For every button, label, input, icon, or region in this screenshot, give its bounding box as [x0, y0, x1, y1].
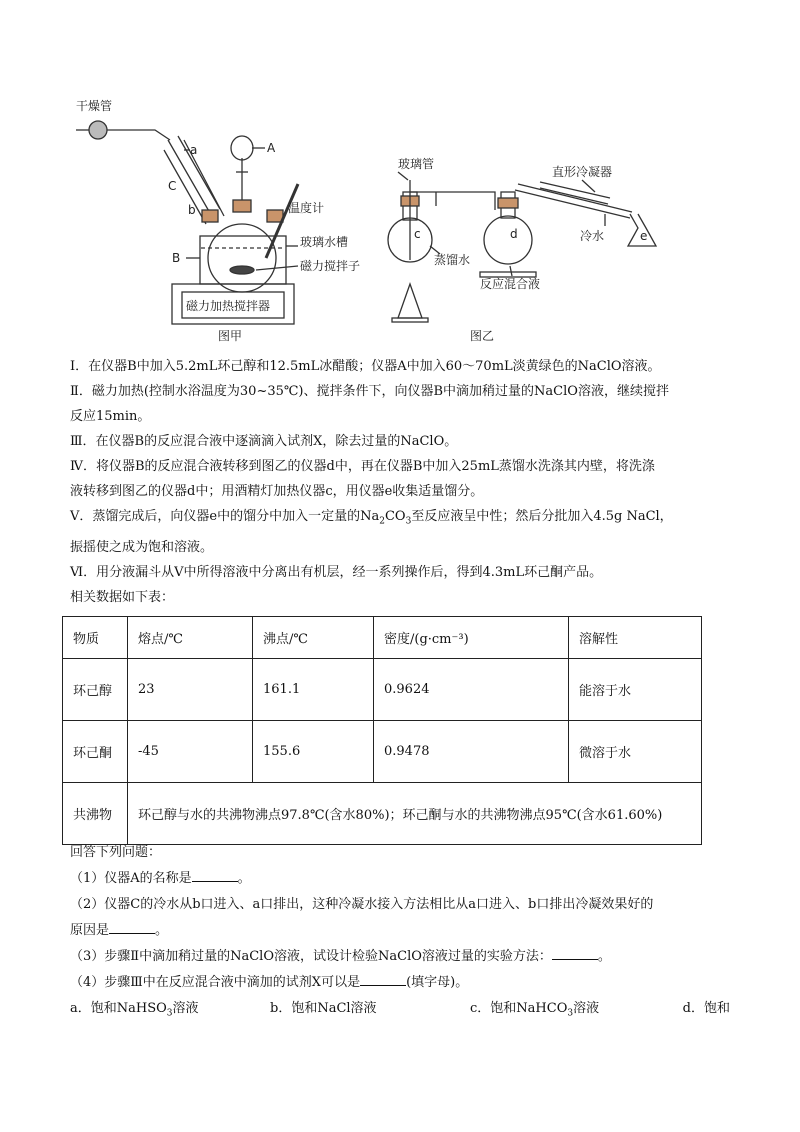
- cell-melting: 23: [128, 659, 253, 721]
- alcohol-lamp: [398, 284, 422, 318]
- apparatus-diagram: [60, 88, 660, 350]
- label-glass-tube: 玻璃管: [398, 157, 435, 171]
- table-row: [63, 659, 702, 721]
- label-drying-tube: 干燥管: [76, 99, 113, 113]
- option-b[interactable]: b．饱和NaCl溶液: [270, 1001, 377, 1016]
- step-1: Ⅰ．在仪器B中加入5.2mL环己醇和12.5mL冰醋酸；仪器A中加入60～70mL淡黄绿色的NaClO溶液。: [70, 359, 661, 374]
- label-c-flask: c: [414, 227, 421, 241]
- label-b-port: b: [188, 203, 196, 217]
- table-header-row: [63, 617, 702, 659]
- cell-boiling: 155.6: [253, 721, 374, 783]
- table-intro: 相关数据如下表：: [70, 589, 175, 605]
- apparatus-figure: [60, 88, 660, 350]
- options-row: [70, 996, 730, 1027]
- label-c: C: [168, 179, 177, 193]
- cell-solubility: 微溶于水: [569, 721, 702, 783]
- step-5-text-2: 至反应液呈中性；然后分批加入4.5g NaCl，: [411, 509, 673, 524]
- flask-b: [208, 224, 276, 292]
- question-3: （3）步骤Ⅱ中滴加稍过量的NaClO溶液，试设计检验NaClO溶液过量的实验方法： 。: [70, 944, 740, 970]
- step-6: Ⅵ．用分液漏斗从Ⅴ中所得溶液中分离出有机层，经一系列操作后，得到4.3mL环己酮产品。: [70, 564, 603, 580]
- answer-blank[interactable]: [109, 919, 155, 934]
- label-heater: 磁力加热搅拌器: [186, 299, 271, 313]
- header-cell: 溶解性: [569, 617, 702, 659]
- table-row-azeotrope: [63, 783, 702, 845]
- na2co3-formula: $Na_2CO_3$: [360, 509, 412, 527]
- questions-intro: 回答下列问题：: [70, 845, 162, 860]
- cell-melting: -45: [128, 721, 253, 783]
- drying-tube-bulb: [89, 121, 107, 139]
- neck-left: [202, 210, 218, 222]
- label-d-flask: d: [510, 227, 518, 241]
- header-cell: 沸点/℃: [253, 617, 374, 659]
- cell-density: 0.9624: [374, 659, 569, 721]
- flask-d-stopper: [498, 198, 518, 208]
- header-cell: 熔点/℃: [128, 617, 253, 659]
- drying-tube-arm: [107, 130, 170, 140]
- step-4: Ⅳ．将仪器B的反应混合液转移到图乙的仪器d中，再在仪器B中加入25mL蒸馏水洗涤其内壁，将洗涤: [70, 459, 655, 474]
- stir-bar: [230, 266, 254, 274]
- option-c[interactable]: c．饱和NaHCO$_3$溶液: [470, 1001, 600, 1019]
- procedure-steps: [70, 354, 730, 610]
- step-3: Ⅲ．在仪器B的反应混合液中逐滴滴入试剂X，除去过量的NaClO。: [70, 434, 458, 449]
- option-a[interactable]: a．饱和NaHSO$_3$溶液: [70, 1001, 199, 1019]
- label-e-flask: e: [640, 229, 648, 243]
- cell-azeo-label: 共沸物: [63, 783, 128, 845]
- cell-substance: 环己酮: [63, 721, 128, 783]
- question-1: （1）仪器A的名称是 。: [70, 866, 740, 892]
- answer-blank[interactable]: [552, 945, 598, 960]
- questions: [70, 840, 740, 1027]
- answer-blank[interactable]: [192, 867, 238, 882]
- label-a-port: a: [190, 143, 198, 157]
- data-table: [62, 616, 702, 845]
- label-reaction-mixture: 反应混合液: [480, 277, 541, 291]
- label-cold-water: 冷水: [580, 229, 605, 243]
- tube-c-to-d: [410, 192, 495, 210]
- question-2: （2）仪器C的冷水从b口进入、a口排出，这种冷凝水接入方法相比从a口进入、b口排出冷凝效果好的: [70, 897, 654, 912]
- lamp-base: [392, 318, 428, 322]
- header-cell: 物质: [63, 617, 128, 659]
- table-row: [63, 721, 702, 783]
- label-distilled-water: 蒸馏水: [434, 253, 471, 267]
- label-condenser: 直形冷凝器: [552, 165, 613, 179]
- caption-fig1: 图甲: [218, 329, 243, 343]
- answer-blank[interactable]: [360, 971, 406, 986]
- cell-boiling: 161.1: [253, 659, 374, 721]
- neck-mid: [233, 200, 251, 212]
- step-5-cont: 振摇使之成为饱和溶液。: [70, 539, 214, 555]
- step-5: [70, 504, 730, 535]
- option-d[interactable]: d．饱和: [682, 1001, 730, 1016]
- question-2-cont: 原因是 。: [70, 918, 740, 944]
- step-2: Ⅱ．磁力加热(控制水浴温度为30~35℃)、搅拌条件下，向仪器B中滴加稍过量的NaClO溶液，继续搅拌: [70, 384, 669, 399]
- caption-fig2: 图乙: [470, 329, 495, 343]
- funnel-a: [231, 136, 253, 160]
- cell-azeo-text: 环己醇与水的共沸物沸点97.8℃(含水80%)；环己酮与水的共沸物沸点95℃(含水61.60%): [128, 783, 702, 845]
- step-2-cont: 反应15min。: [70, 409, 151, 424]
- cell-solubility: 能溶于水: [569, 659, 702, 721]
- header-cell: 密度/(g·cm⁻³): [374, 617, 569, 659]
- step-4-cont: 液转移到图乙的仪器d中；用酒精灯加热仪器c，用仪器e收集适量馏分。: [70, 484, 484, 499]
- label-a-upper: A: [267, 141, 276, 155]
- label-glass-bath: 玻璃水槽: [300, 235, 349, 249]
- cell-substance: 环己醇: [63, 659, 128, 721]
- label-stir-bar: 磁力搅拌子: [300, 259, 361, 273]
- question-4: （4）步骤Ⅲ中在反应混合液中滴加的试剂X可以是 (填字母)。: [70, 970, 740, 996]
- cell-density: 0.9478: [374, 721, 569, 783]
- neck-right: [267, 210, 283, 222]
- label-b: B: [172, 251, 181, 265]
- condenser-jacket: [540, 182, 610, 204]
- step-5-text: Ⅴ．蒸馏完成后，向仪器e中的馏分中加入一定量的: [70, 509, 361, 524]
- flask-d: [484, 216, 532, 264]
- label-thermometer: 温度计: [288, 201, 325, 215]
